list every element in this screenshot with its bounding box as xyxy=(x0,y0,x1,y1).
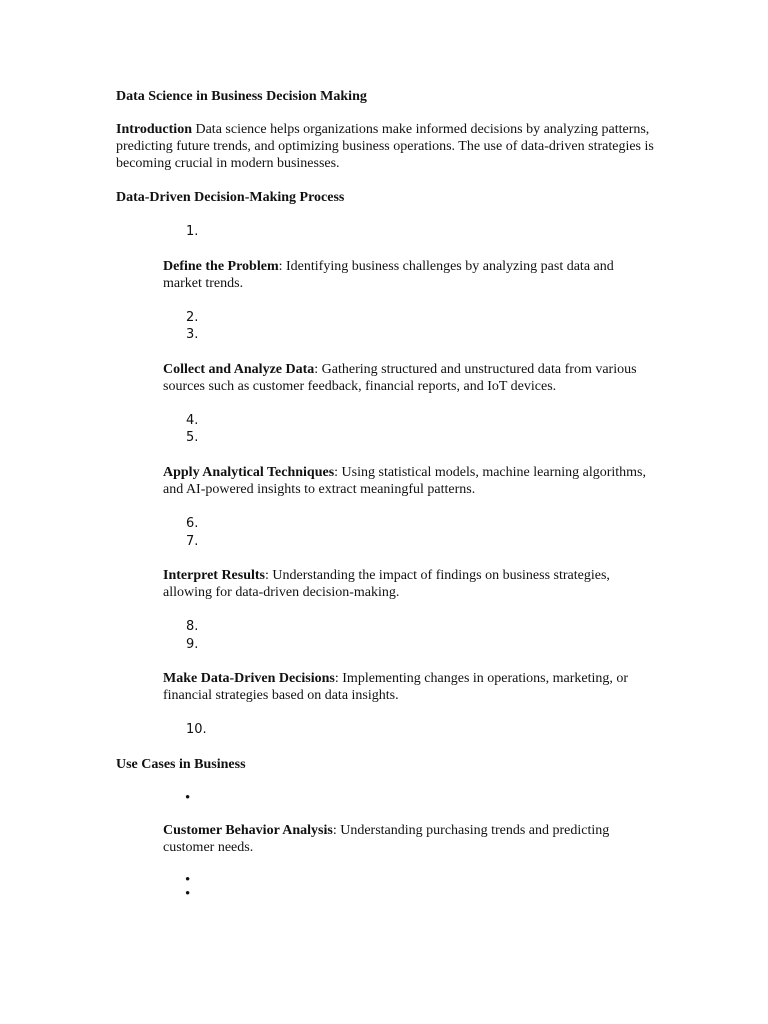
process-step xyxy=(163,464,653,498)
process-step xyxy=(163,361,653,395)
list-number: 8. xyxy=(186,619,199,634)
step-text: : Gathering structured and unstructured data from various sources such as customer feedback, financial reports, and IoT devices. xyxy=(163,362,637,394)
step-term: Define the Problem xyxy=(163,259,279,274)
step-text: : Understanding the impact of findings on business strategies, allowing for data-driven decision-making. xyxy=(163,568,610,600)
use-case-text: : Understanding purchasing trends and predicting customer needs. xyxy=(163,823,610,855)
use-case-term: Customer Behavior Analysis xyxy=(163,823,333,838)
step-text: : Implementing changes in operations, marketing, or financial strategies based on data insights. xyxy=(163,671,629,703)
use-case-item xyxy=(163,822,653,856)
list-number: 5. xyxy=(186,430,199,445)
list-number: 4. xyxy=(186,413,199,428)
document-title: Data Science in Business Decision Making xyxy=(116,89,367,104)
list-number: 2. xyxy=(186,310,199,325)
process-step xyxy=(163,567,653,601)
bullet-icon: • xyxy=(185,790,191,806)
process-step xyxy=(163,258,653,292)
step-term: Collect and Analyze Data xyxy=(163,362,315,377)
list-number: 10. xyxy=(186,722,207,737)
intro-paragraph xyxy=(116,121,656,172)
step-term: Make Data-Driven Decisions xyxy=(163,671,335,686)
step-text: : Using statistical models, machine learning algorithms, and AI-powered insights to extract meaningful patterns. xyxy=(163,465,646,497)
list-number: 1. xyxy=(186,224,199,239)
step-term: Interpret Results xyxy=(163,568,266,583)
bullet-icon: • xyxy=(185,872,191,888)
process-step xyxy=(163,670,653,704)
list-number: 6. xyxy=(186,516,199,531)
use-cases-heading: Use Cases in Business xyxy=(116,757,246,772)
step-text: : Identifying business challenges by analyzing past data and market trends. xyxy=(163,259,614,291)
list-number: 9. xyxy=(186,637,199,652)
list-number: 7. xyxy=(186,534,199,549)
process-heading: Data-Driven Decision-Making Process xyxy=(116,190,345,205)
list-number: 3. xyxy=(186,327,199,342)
step-term: Apply Analytical Techniques xyxy=(163,465,335,480)
intro-text: Data science helps organizations make informed decisions by analyzing patterns, predicting future trends, and optimizing business operations. The use of data-driven strategies is becoming crucial in modern businesses. xyxy=(116,122,654,171)
intro-label: Introduction xyxy=(116,122,192,137)
bullet-icon: • xyxy=(185,886,191,902)
